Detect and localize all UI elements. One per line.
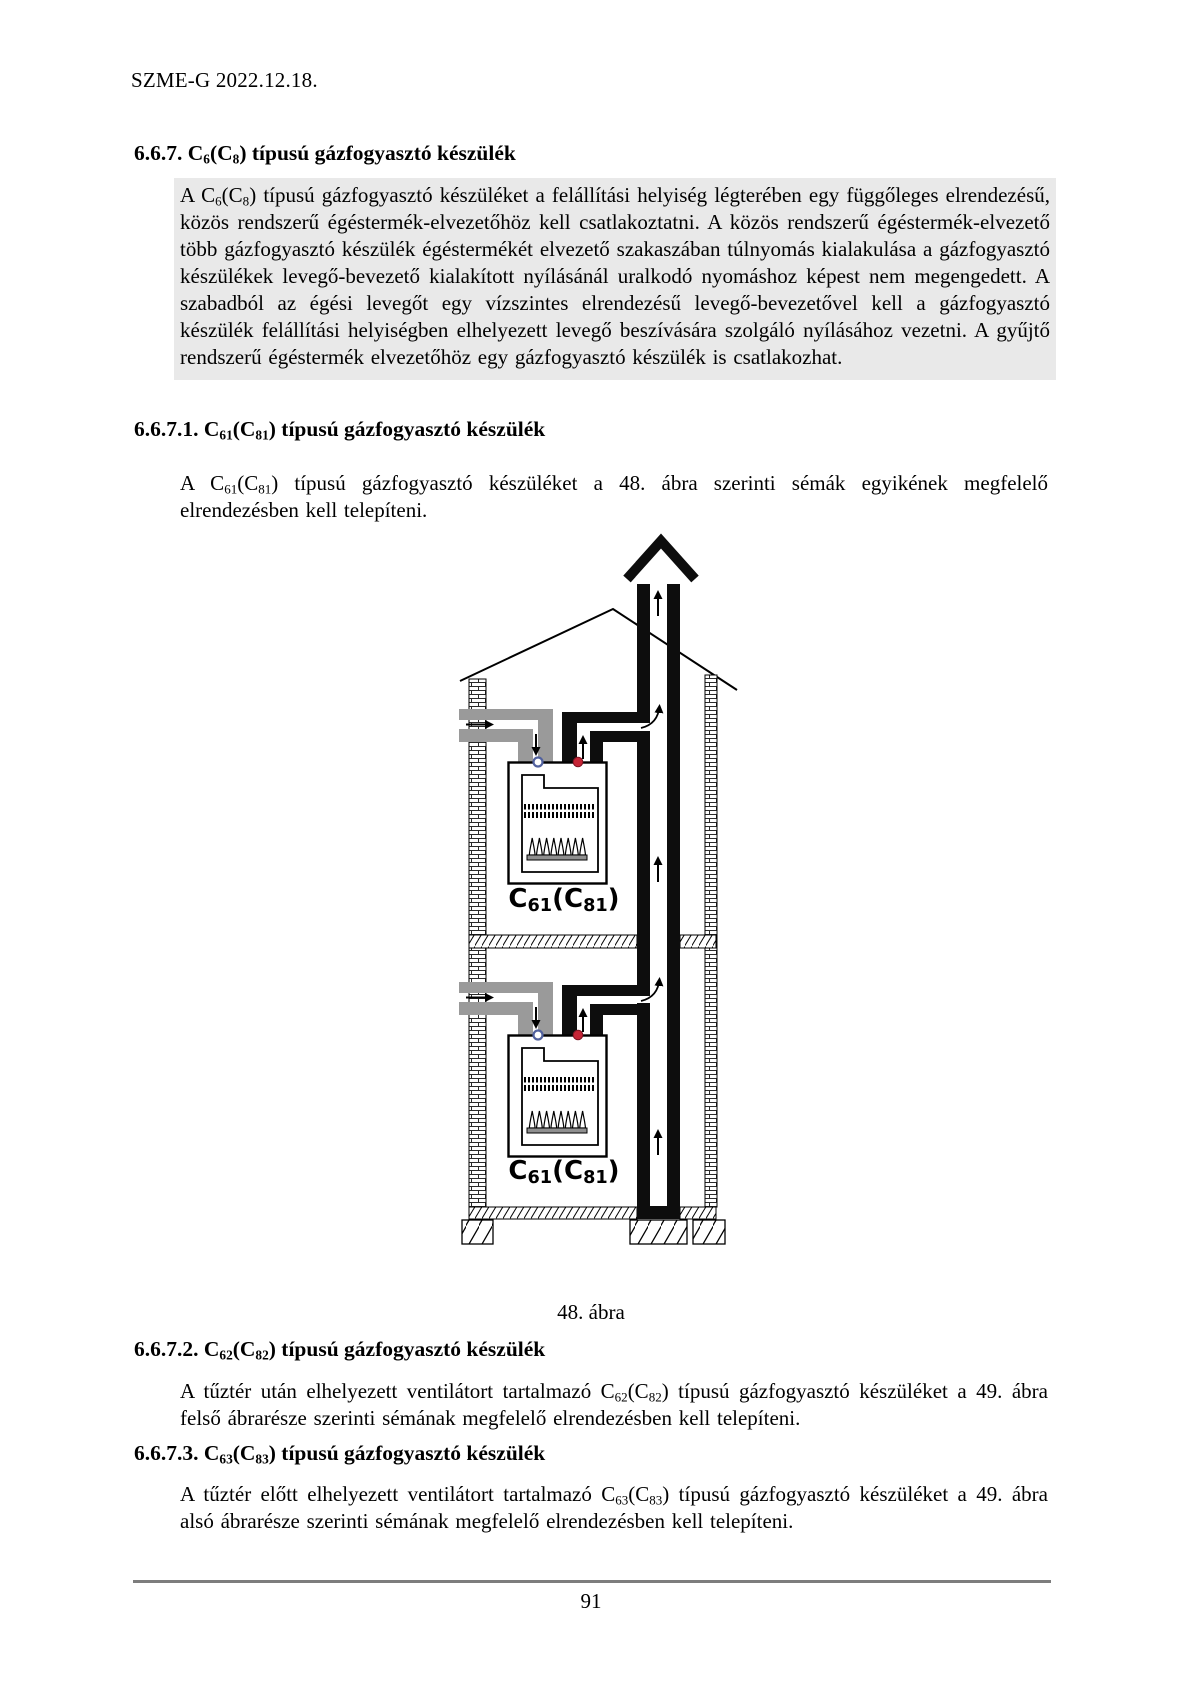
section-body-6-6-7-2: A tűztér után elhelyezett ventilátort tartalmazó $C_{62}(C_{82})$ típusú gázfogyasztó készüléket a 49. ábra felső ábrarésze szerinti sémának megfelelő elrendezésben kell telepíteni. xyxy=(180,1379,1048,1430)
section-heading-6-6-7-1: 6.6.7.1. $C_{61}(C_{81})$ típusú gázfogyasztó készülék xyxy=(134,417,546,443)
section-heading-6-6-7-2: 6.6.7.2. $C_{62}(C_{82})$ típusú gázfogyasztó készülék xyxy=(134,1337,546,1363)
document-header: SZME-G 2022.12.18. xyxy=(131,68,318,92)
section-heading-6-6-7-3: 6.6.7.3. $C_{63}(C_{83})$ típusú gázfogyasztó készülék xyxy=(134,1441,546,1467)
foundation-footings xyxy=(462,1220,725,1244)
roof-lines xyxy=(460,609,737,690)
section-body-6-6-7: A $C_6(C_8)$ típusú gázfogyasztó készüléket a felállítási helyiség légterében egy függőleges elrendezésű, közös rendszerű égéstermék-elvezetőhöz kell csatlakoztatni. A közös rendszerű égéstermék-elvezető több gázfogyasztó készülék égéstermékét elvezető szakaszában túlnyomás kialakulása a gázfogyasztó készülékek levegő-bevezető kialakított nyílásánál uralkodó nyomáshoz képest nem megengedett. A szabadból az égési levegőt egy vízszintes elrendezésű levegő-bevezetővel kell a gázfogyasztó készülék felállítási helyiségben elhelyezett levegő beszívására szolgáló nyílásához vezetni. A gyűjtő rendszerű égéstermék elvezetőhöz egy gázfogyasztó készülék is csatlakozhat. xyxy=(174,178,1056,380)
lower-floor-unit xyxy=(459,979,660,1157)
upper-floor-unit xyxy=(459,706,660,884)
appliance-label-lower: $C_{61}(C_{81})$ xyxy=(508,1156,620,1188)
section-body-6-6-7-1: A $C_{61}(C_{81})$ típusú gázfogyasztó készüléket a 48. ábra szerinti sémák egyikének megfelelő elrendezésben kell telepíteni. xyxy=(180,471,1049,522)
section-body-6-6-7-3: A tűztér előtt elhelyezett ventilátort tartalmazó $C_{63}(C_{83})$ típusú gázfogyasztó készüléket a 49. ábra alsó ábrarésze szerinti sémának megfelelő elrendezésben kell telepíteni. xyxy=(180,1482,1048,1533)
figure-caption: 48. ábra xyxy=(557,1300,625,1324)
collective-chimney-flue xyxy=(637,584,680,1219)
page-number: 91 xyxy=(580,1589,602,1613)
chimney-cap-chevron-icon xyxy=(627,541,695,579)
section-heading-6-6-7: 6.6.7. $C_6(C_8)$ típusú gázfogyasztó készülék xyxy=(134,141,516,167)
appliance-label-upper: $C_{61}(C_{81})$ xyxy=(508,884,620,916)
footer-rule xyxy=(133,1580,1051,1583)
